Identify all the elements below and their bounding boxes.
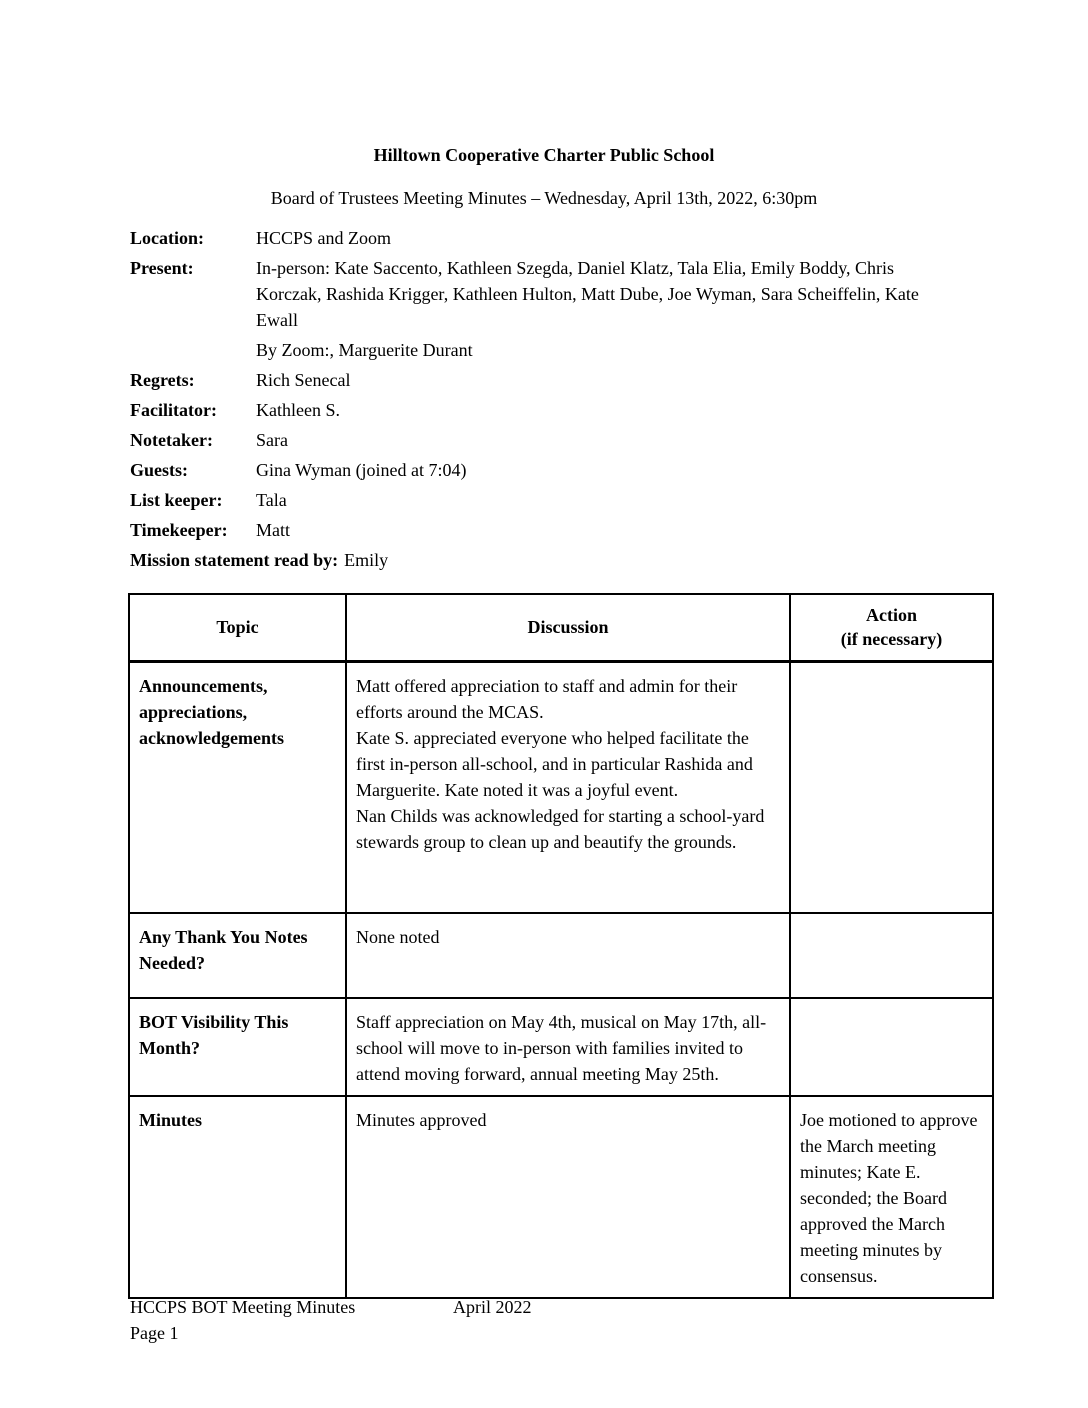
present-value bbox=[256, 255, 960, 363]
facilitator-value: Kathleen S. bbox=[256, 400, 340, 420]
topic-cell: Minutes bbox=[129, 1096, 346, 1298]
discussion-cell bbox=[346, 998, 790, 1096]
meta-row-guests bbox=[130, 457, 960, 483]
notetaker-label: Notetaker: bbox=[130, 430, 213, 450]
meta-row-notetaker bbox=[130, 427, 960, 453]
list-keeper-value: Tala bbox=[256, 490, 287, 510]
table-header-row bbox=[129, 594, 993, 661]
regrets-value: Rich Senecal bbox=[256, 370, 351, 390]
minutes-table bbox=[128, 593, 994, 1299]
action-cell bbox=[790, 913, 993, 998]
list-keeper-label: List keeper: bbox=[130, 490, 223, 510]
discussion-paragraph: None noted bbox=[356, 927, 440, 947]
discussion-cell bbox=[346, 661, 790, 913]
action-header-line2: (if necessary) bbox=[840, 629, 943, 650]
discussion-paragraph: Matt offered appreciation to staff and admin for their efforts around the MCAS. bbox=[356, 675, 738, 722]
location-label: Location: bbox=[130, 228, 204, 248]
present-in-person: In-person: Kate Saccento, Kathleen Szegda, Daniel Klatz, Tala Elia, Emily Boddy, Chris Korczak, Rashida Krigger, Kathleen Hulton, Matt Dube, Joe Wyman, Sara Scheiffelin, Kate Ewall bbox=[256, 258, 919, 330]
discussion-paragraph: Staff appreciation on May 4th, musical on May 17th, all-school will move to in-person with families invited to attend moving forward, annual meeting May 25th. bbox=[356, 1012, 767, 1084]
topic-cell: BOT Visibility This Month? bbox=[129, 998, 346, 1096]
discussion-cell bbox=[346, 1096, 790, 1298]
topic-column-header: Topic bbox=[129, 594, 346, 661]
topic-cell: Any Thank You Notes Needed? bbox=[129, 913, 346, 998]
discussion-column-header: Discussion bbox=[346, 594, 790, 661]
discussion-paragraph: Minutes approved bbox=[356, 1110, 487, 1130]
discussion-paragraph: Nan Childs was acknowledged for starting a school-yard stewards group to clean up and beautify the grounds. bbox=[356, 805, 765, 852]
action-header-line1: Action bbox=[866, 605, 917, 626]
notetaker-value: Sara bbox=[256, 430, 288, 450]
footer-document-name: HCCPS BOT Meeting Minutes bbox=[130, 1297, 356, 1317]
guests-value: Gina Wyman (joined at 7:04) bbox=[256, 460, 467, 480]
action-cell bbox=[790, 998, 993, 1096]
mission-statement-label: Mission statement read by: bbox=[130, 550, 339, 570]
meeting-meta bbox=[130, 225, 960, 573]
meta-row-facilitator bbox=[130, 397, 960, 423]
table-row-bot-visibility bbox=[129, 998, 993, 1096]
table-row-minutes bbox=[129, 1096, 993, 1298]
table-row-announcements bbox=[129, 661, 993, 913]
table-row-thank-you-notes bbox=[129, 913, 993, 998]
discussion-paragraph: Kate S. appreciated everyone who helped facilitate the first in-person all-school, and in particular Rashida and Marguerite. Kate noted it was a joyful event. bbox=[356, 727, 753, 800]
meta-row-mission-statement bbox=[130, 547, 960, 573]
document-title: Hilltown Cooperative Charter Public School bbox=[373, 145, 715, 165]
meta-row-regrets bbox=[130, 367, 960, 393]
present-by-zoom: By Zoom:, Marguerite Durant bbox=[256, 340, 473, 360]
footer-date: April 2022 bbox=[453, 1297, 532, 1317]
mission-statement-value: Emily bbox=[344, 550, 389, 570]
action-cell: Joe motioned to approve the March meeting minutes; Kate E. seconded; the Board approved the March meeting minutes by consensus. bbox=[790, 1096, 993, 1298]
meta-row-location bbox=[130, 225, 960, 251]
regrets-label: Regrets: bbox=[130, 370, 195, 390]
meta-row-present bbox=[130, 255, 960, 363]
footer-line-1 bbox=[130, 1294, 532, 1320]
location-value: HCCPS and Zoom bbox=[256, 228, 392, 248]
topic-cell: Announcements, appreciations, acknowledgements bbox=[129, 661, 346, 913]
timekeeper-label: Timekeeper: bbox=[130, 520, 228, 540]
page-footer bbox=[130, 1294, 532, 1346]
footer-page-number: Page 1 bbox=[130, 1323, 179, 1343]
guests-label: Guests: bbox=[130, 460, 188, 480]
meta-row-list-keeper bbox=[130, 487, 960, 513]
action-column-header bbox=[790, 594, 993, 661]
meta-row-timekeeper bbox=[130, 517, 960, 543]
discussion-cell bbox=[346, 913, 790, 998]
facilitator-label: Facilitator: bbox=[130, 400, 217, 420]
present-label: Present: bbox=[130, 258, 194, 278]
action-cell bbox=[790, 661, 993, 913]
timekeeper-value: Matt bbox=[256, 520, 290, 540]
document-subtitle: Board of Trustees Meeting Minutes – Wednesday, April 13th, 2022, 6:30pm bbox=[270, 188, 818, 208]
